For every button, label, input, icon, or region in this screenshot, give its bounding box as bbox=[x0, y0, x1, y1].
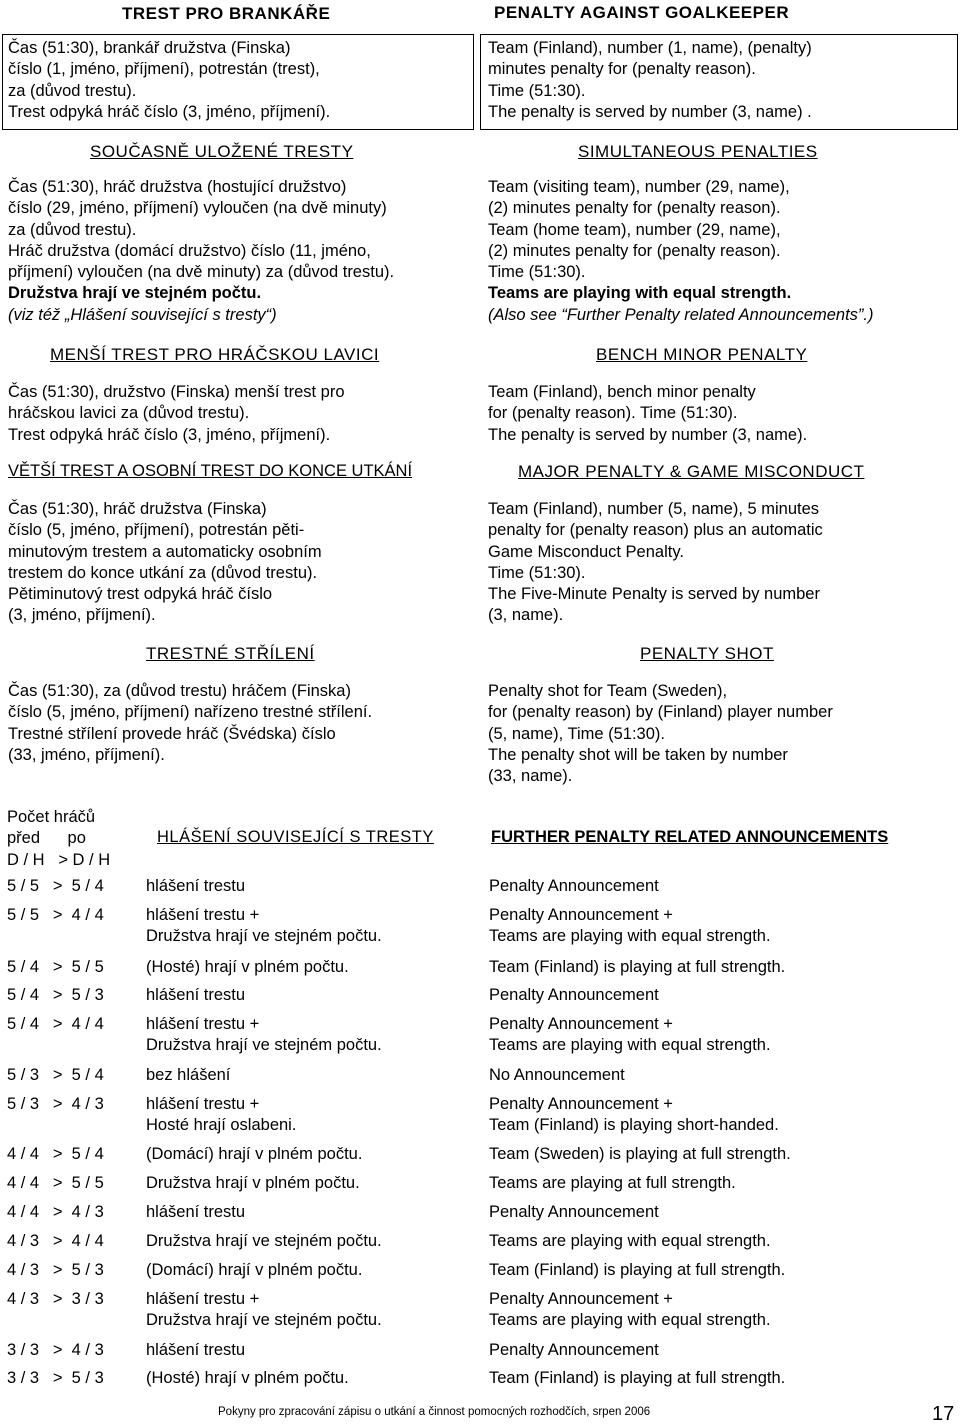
text-line: číslo (29, jméno, příjmení) vyloučen (na dvě minuty) bbox=[8, 199, 387, 218]
text-line: (Hosté) hrají v plném počtu. bbox=[146, 958, 349, 976]
text-line: hlášení trestu + bbox=[146, 906, 260, 924]
text-line: Game Misconduct Penalty. bbox=[488, 542, 684, 561]
czech-announcement bbox=[146, 876, 245, 897]
text-line: (33, name). bbox=[488, 767, 573, 786]
player-count: 3 / 3 > 5 / 3 bbox=[7, 1369, 104, 1387]
left-bench-title: MENŠÍ TREST PRO HRÁČSKOU LAVICI bbox=[50, 345, 380, 364]
text-line: Teams are playing at full strength. bbox=[489, 1174, 736, 1192]
english-announcement bbox=[489, 1260, 785, 1281]
text-line: minutovým trestem a automaticky osobním bbox=[8, 542, 322, 561]
text-line: Trest odpyká hráč číslo (3, jméno, příjmení). bbox=[8, 425, 331, 444]
player-count: 4 / 4 > 4 / 3 bbox=[7, 1203, 104, 1221]
text-line: Teams are playing with equal strength. bbox=[489, 1232, 771, 1250]
right-bench-text bbox=[488, 382, 807, 446]
right-major-text bbox=[488, 499, 823, 627]
text-line: The penalty is served by number (3, name). bbox=[488, 425, 808, 444]
text-line: Teams are playing with equal strength. bbox=[489, 1036, 771, 1055]
player-count: 4 / 4 > 5 / 5 bbox=[7, 1174, 104, 1192]
right-goalkeeper-text bbox=[488, 38, 812, 123]
text-line: Team (visiting team), number (29, name), bbox=[488, 178, 790, 196]
english-announcement bbox=[489, 1144, 791, 1165]
left-major-text bbox=[8, 499, 322, 627]
text-line: Trest odpyká hráč číslo (3, jméno, příjmení). bbox=[8, 102, 331, 121]
text-line: Penalty Announcement bbox=[489, 877, 659, 895]
english-announcement bbox=[489, 1014, 771, 1057]
english-announcement bbox=[489, 905, 771, 948]
left-bench-text bbox=[8, 382, 345, 446]
czech-announcement bbox=[146, 905, 382, 948]
text-line: Čas (51:30), družstvo (Finska) menší trest pro bbox=[8, 383, 345, 401]
text-line: Pětiminutový trest odpyká hráč číslo bbox=[8, 585, 273, 604]
text-line: Čas (51:30), brankář družstva (Finska) bbox=[8, 39, 291, 57]
player-count: 4 / 4 > 5 / 4 bbox=[7, 1145, 104, 1163]
left-simultaneous-title: SOUČASNĚ ULOŽENÉ TRESTY bbox=[90, 142, 354, 161]
text-line: Penalty Announcement bbox=[489, 1341, 659, 1359]
text-line: Teams are playing with equal strength. bbox=[489, 927, 771, 946]
player-count: 4 / 3 > 3 / 3 bbox=[7, 1290, 104, 1308]
text-line: Družstva hrají ve stejném počtu. bbox=[8, 284, 262, 303]
text-line: Team (Finland) is playing at full strength. bbox=[489, 1369, 786, 1387]
left-title: TREST PRO BRANKÁŘE bbox=[122, 4, 331, 23]
text-line: Teams are playing with equal strength. bbox=[489, 1311, 771, 1330]
text-line: Team (Finland) is playing at full strength. bbox=[489, 958, 786, 976]
text-line: číslo (1, jméno, příjmení), potrestán (trest), bbox=[8, 60, 320, 79]
english-announcement bbox=[489, 1065, 625, 1086]
text-line: Družstva hrají ve stejném počtu. bbox=[146, 927, 382, 946]
text-line: bez hlášení bbox=[146, 1066, 231, 1084]
text-line: Družstva hrají ve stejném počtu. bbox=[146, 1311, 382, 1330]
czech-announcement bbox=[146, 1144, 362, 1165]
text-line: za (důvod trestu). bbox=[8, 81, 137, 100]
text-line: Družstva hrají ve stejném počtu. bbox=[146, 1232, 382, 1250]
czech-announcement bbox=[146, 1094, 296, 1137]
table-head-count bbox=[7, 807, 110, 871]
text-line: (2) minutes penalty for (penalty reason). bbox=[488, 241, 781, 260]
text-line: Družstva hrají v plném počtu. bbox=[146, 1174, 360, 1192]
text-line: (Also see “Further Penalty related Announcements”.) bbox=[488, 305, 874, 324]
english-announcement bbox=[489, 1094, 779, 1137]
text-line: Penalty Announcement + bbox=[489, 1290, 673, 1308]
text-line: (33, jméno, příjmení). bbox=[8, 745, 165, 764]
text-line: Team (Finland), bench minor penalty bbox=[488, 383, 756, 401]
text-line: D / H > D / H bbox=[7, 850, 111, 869]
right-major-title: MAJOR PENALTY & GAME MISCONDUCT bbox=[518, 462, 865, 481]
text-line: hlášení trestu bbox=[146, 1203, 246, 1221]
text-line: Time (51:30). bbox=[488, 81, 586, 100]
text-line: No Announcement bbox=[489, 1066, 625, 1084]
text-line: hlášení trestu + bbox=[146, 1290, 260, 1308]
czech-announcement bbox=[146, 1173, 360, 1194]
text-line: číslo (5, jméno, příjmení), potrestán pěti- bbox=[8, 521, 305, 540]
text-line: před po bbox=[7, 829, 86, 848]
player-count: 5 / 4 > 4 / 4 bbox=[7, 1015, 104, 1033]
czech-announcement bbox=[146, 1202, 245, 1223]
english-announcement bbox=[489, 1289, 771, 1332]
czech-announcement bbox=[146, 1368, 349, 1389]
czech-announcement bbox=[146, 1065, 230, 1086]
player-count: 5 / 3 > 4 / 3 bbox=[7, 1095, 104, 1113]
player-count: 5 / 4 > 5 / 3 bbox=[7, 986, 104, 1004]
text-line: The penalty is served by number (3, name) . bbox=[488, 102, 812, 121]
text-line: hlášení trestu bbox=[146, 986, 246, 1004]
text-line: Hosté hrají oslabeni. bbox=[146, 1116, 297, 1135]
text-line: Team (Sweden) is playing at full strength. bbox=[489, 1145, 791, 1163]
text-line: příjmení) vyloučen (na dvě minuty) za (důvod trestu). bbox=[8, 263, 395, 282]
english-announcement bbox=[489, 1202, 659, 1223]
table-head-en: FURTHER PENALTY RELATED ANNOUNCEMENTS bbox=[491, 828, 889, 846]
text-line: Čas (51:30), hráč družstva (hostující družstvo) bbox=[8, 178, 347, 196]
text-line: penalty for (penalty reason) plus an automatic bbox=[488, 521, 823, 540]
text-line: hlášení trestu bbox=[146, 877, 246, 895]
text-line: Team (Finland) is playing at full strength. bbox=[489, 1261, 786, 1279]
player-count: 5 / 5 > 5 / 4 bbox=[7, 877, 104, 895]
left-shot-text bbox=[8, 681, 372, 766]
english-announcement bbox=[489, 1340, 659, 1361]
footer-text: Pokyny pro zpracování zápisu o utkání a činnost pomocných rozhodčích, srpen 2006 bbox=[218, 1406, 651, 1418]
text-line: The penalty shot will be taken by number bbox=[488, 745, 788, 764]
player-count: 5 / 4 > 5 / 5 bbox=[7, 958, 104, 976]
english-announcement bbox=[489, 1368, 785, 1389]
text-line: číslo (5, jméno, příjmení) nařízeno trestné střílení. bbox=[8, 703, 373, 722]
left-shot-title: TRESTNÉ STŘÍLENÍ bbox=[146, 644, 315, 663]
text-line: Hráč družstva (domácí družstvo) číslo (11, jméno, bbox=[8, 241, 371, 260]
czech-announcement bbox=[146, 985, 245, 1006]
text-line: Team (home team), number (29, name), bbox=[488, 220, 781, 239]
text-line: minutes penalty for (penalty reason). bbox=[488, 60, 756, 79]
text-line: Čas (51:30), hráč družstva (Finska) bbox=[8, 500, 267, 518]
text-line: (2) minutes penalty for (penalty reason). bbox=[488, 199, 781, 218]
czech-announcement bbox=[146, 1340, 245, 1361]
text-line: (Domácí) hrají v plném počtu. bbox=[146, 1145, 363, 1163]
right-simultaneous-text bbox=[488, 177, 874, 326]
czech-announcement bbox=[146, 1289, 382, 1332]
text-line: Penalty Announcement bbox=[489, 1203, 659, 1221]
page-number: 17 bbox=[932, 1403, 955, 1425]
english-announcement bbox=[489, 1173, 736, 1194]
text-line: (Domácí) hrají v plném počtu. bbox=[146, 1261, 363, 1279]
player-count: 4 / 3 > 5 / 3 bbox=[7, 1261, 104, 1279]
text-line: (3, name). bbox=[488, 606, 564, 625]
table-head-cz: HLÁŠENÍ SOUVISEJÍCÍ S TRESTY bbox=[157, 828, 434, 846]
czech-announcement bbox=[146, 957, 349, 978]
player-count: 4 / 3 > 4 / 4 bbox=[7, 1232, 104, 1250]
player-count: 3 / 3 > 4 / 3 bbox=[7, 1341, 104, 1359]
text-line: Trestné střílení provede hráč (Švédska) číslo bbox=[8, 724, 336, 743]
english-announcement bbox=[489, 985, 659, 1006]
left-goalkeeper-text bbox=[8, 38, 330, 123]
right-title: PENALTY AGAINST GOALKEEPER bbox=[494, 3, 790, 22]
text-line: for (penalty reason). Time (51:30). bbox=[488, 404, 738, 423]
text-line: hlášení trestu + bbox=[146, 1095, 260, 1113]
right-shot-text bbox=[488, 681, 833, 787]
text-line: trestem do konce utkání za (důvod trestu). bbox=[8, 563, 318, 582]
czech-announcement bbox=[146, 1231, 382, 1252]
left-major-title: VĚTŠÍ TREST A OSOBNÍ TREST DO KONCE UTKÁNÍ bbox=[8, 462, 413, 480]
player-count: 5 / 5 > 4 / 4 bbox=[7, 906, 104, 924]
text-line: Team (Finland) is playing short-handed. bbox=[489, 1116, 779, 1135]
english-announcement bbox=[489, 876, 659, 897]
text-line: (viz též „Hlášení související s tresty“) bbox=[8, 305, 277, 324]
english-announcement bbox=[489, 1231, 771, 1252]
text-line: Penalty shot for Team (Sweden), bbox=[488, 682, 728, 700]
left-simultaneous-text bbox=[8, 177, 394, 326]
text-line: Time (51:30). bbox=[488, 263, 586, 282]
text-line: Team (Finland), number (5, name), 5 minutes bbox=[488, 500, 820, 518]
text-line: Družstva hrají ve stejném počtu. bbox=[146, 1036, 382, 1055]
text-line: Penalty Announcement + bbox=[489, 906, 673, 924]
text-line: hlášení trestu + bbox=[146, 1015, 260, 1033]
text-line: Počet hráčů bbox=[7, 808, 96, 826]
text-line: for (penalty reason) by (Finland) player number bbox=[488, 703, 833, 722]
right-shot-title: PENALTY SHOT bbox=[640, 644, 774, 663]
text-line: Teams are playing with equal strength. bbox=[488, 284, 792, 303]
text-line: hlášení trestu bbox=[146, 1341, 246, 1359]
czech-announcement bbox=[146, 1260, 362, 1281]
text-line: (5, name), Time (51:30). bbox=[488, 724, 665, 743]
player-count: 5 / 3 > 5 / 4 bbox=[7, 1066, 104, 1084]
text-line: Time (51:30). bbox=[488, 563, 586, 582]
text-line: Penalty Announcement + bbox=[489, 1015, 673, 1033]
text-line: Team (Finland), number (1, name), (penalty) bbox=[488, 39, 812, 57]
text-line: za (důvod trestu). bbox=[8, 220, 137, 239]
text-line: Čas (51:30), za (důvod trestu) hráčem (Finska) bbox=[8, 682, 351, 700]
text-line: Penalty Announcement bbox=[489, 986, 659, 1004]
text-line: The Five-Minute Penalty is served by number bbox=[488, 585, 820, 604]
english-announcement bbox=[489, 957, 785, 978]
text-line: (3, jméno, příjmení). bbox=[8, 606, 156, 625]
czech-announcement bbox=[146, 1014, 382, 1057]
right-simultaneous-title: SIMULTANEOUS PENALTIES bbox=[578, 142, 818, 161]
text-line: hráčskou lavici za (důvod trestu). bbox=[8, 404, 250, 423]
right-bench-title: BENCH MINOR PENALTY bbox=[596, 345, 808, 364]
text-line: (Hosté) hrají v plném počtu. bbox=[146, 1369, 349, 1387]
text-line: Penalty Announcement + bbox=[489, 1095, 673, 1113]
